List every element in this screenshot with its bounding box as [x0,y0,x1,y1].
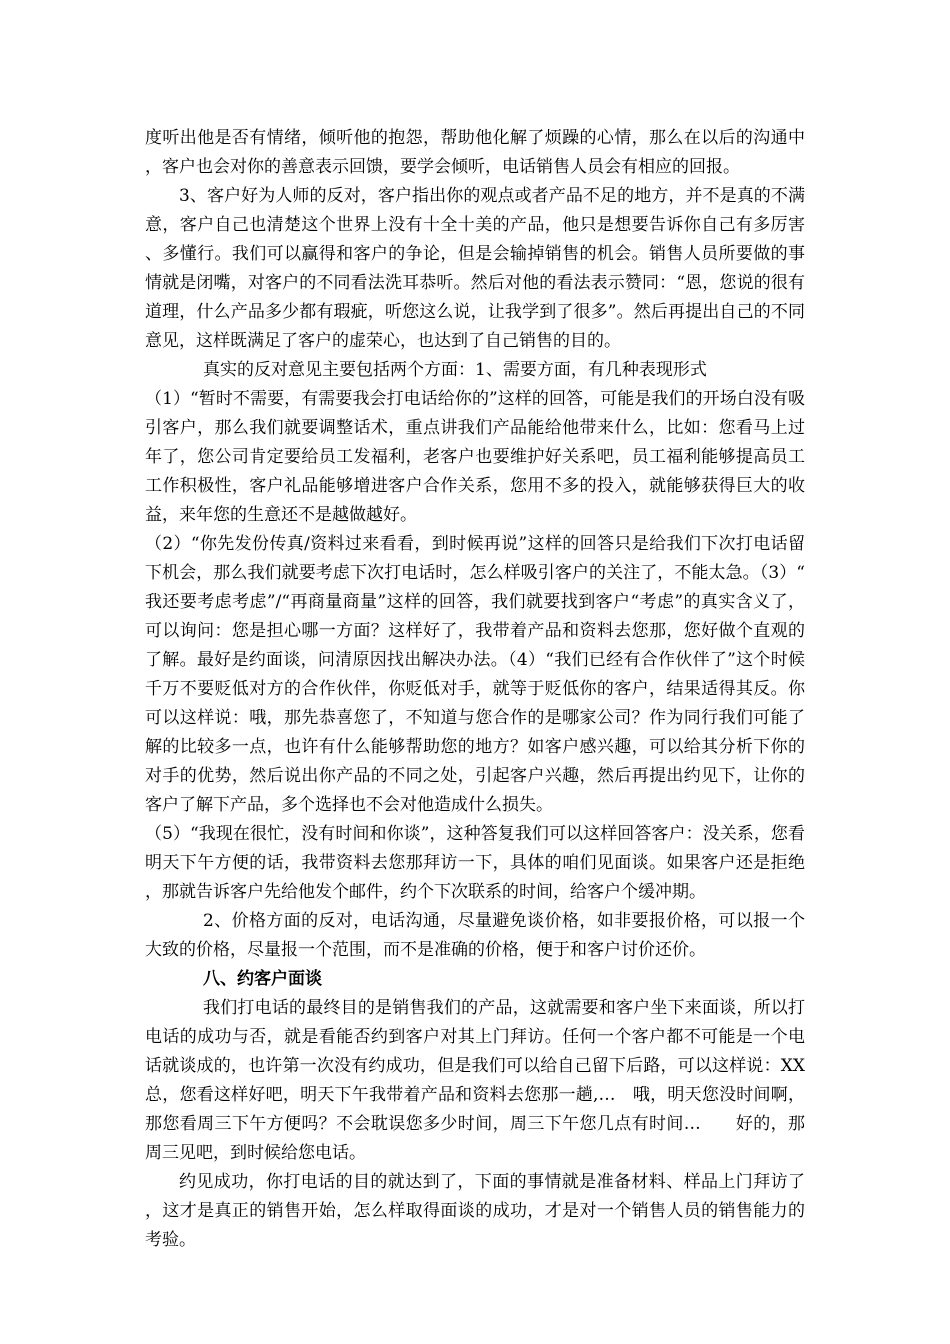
paragraph-appointment: 我们打电话的最终目的是销售我们的产品，这就需要和客户坐下来面谈，所以打电话的成功与否，就是看能否约到客户对其上门拜访。任何一个客户都不可能是一个电话就谈成的，也许第一次没有约成功，但是我们可以给自己留下后路，可以这样说：XX总，您看这样好吧，明天下午我带着产品和资料去您那一趟,… 哦，明天您没时间啊，那您看周三下午方便吗？不会耽误您多少时间，周三下午您几点有时间… 好的，那周三见吧，到时候给您电话。 [145,998,805,1163]
paragraph-need-case-1: （1）“暂时不需要，有需要我会打电话给你的”这样的回答，可能是我们的开场白没有吸引客户，那么我们就要调整话术，重点讲我们产品能给他带来什么，比如：您看马上过年了，您公司肯定要给员工发福利，老客户也要维护好关系吧，员工福利能够提高员工工作积极性，客户礼品能够增进客户合作关系，您用不多的投入，就能够获得巨大的收益，来年您的生意还不是越做越好。 [145,389,805,525]
paragraph-need-case-5: （5）“我现在很忙，没有时间和你谈”，这种答复我们可以这样回答客户：没关系，您看明天下午方便的话，我带资料去您那拜访一下，具体的咱们见面谈。如果客户还是拒绝，那就告诉客户先给他发个邮件，约个下次联系的时间，给客户个缓冲期。 [145,824,805,902]
paragraph-price-objection: 2、价格方面的反对，电话沟通，尽量避免谈价格，如非要报价格，可以报一个大致的价格，尽量报一个范围，而不是准确的价格，便于和客户讨价还价。 [145,911,805,960]
paragraph-listening-continued: 度听出他是否有情绪，倾听他的抱怨，帮助他化解了烦躁的心情，那么在以后的沟通中，客户也会对你的善意表示回馈，要学会倾听，电话销售人员会有相应的回报。 [145,128,805,177]
document-body [145,124,805,1255]
paragraph-real-objections-intro: 真实的反对意见主要包括两个方面：1、需要方面，有几种表现形式 [203,360,707,380]
paragraph-appointment-success: 约见成功，你打电话的目的就达到了，下面的事情就是准备材料、样品上门拜访了，这才是真正的销售开始，怎么样取得面谈的成功，才是对一个销售人员的销售能力的考验。 [145,1172,805,1250]
section-heading-8: 八、约客户面谈 [203,969,322,989]
paragraph-objection-3: 3、客户好为人师的反对，客户指出你的观点或者产品不足的地方，并不是真的不满意，客户自己也清楚这个世界上没有十全十美的产品，他只是想要告诉你自己有多厉害、多懂行。我们可以赢得和客户的争论，但是会输掉销售的机会。销售人员所要做的事情就是闭嘴，对客户的不同看法洗耳恭听。然后对他的看法表示赞同：“恩，您说的很有道理，什么产品多少都有瑕疵，听您这么说，让我学到了很多”。然后再提出自己的不同意见，这样既满足了客户的虚荣心，也达到了自己销售的目的。 [145,186,805,351]
paragraph-need-cases-2-4: （2）“你先发份传真/资料过来看看，到时候再说”这样的回答只是给我们下次打电话留下机会，那么我们就要考虑下次打电话时，怎么样吸引客户的关注了，不能太急。（3）“我还要考虑考虑”/“再商量商量”这样的回答，我们就要找到客户“考虑”的真实含义了，可以询问：您是担心哪一方面？这样好了，我带着产品和资料去您那，您好做个直观的了解。最好是约面谈，问清原因找出解决办法。（4）“我们已经有合作伙伴了”这个时候千万不要贬低对方的合作伙伴，你贬低对手，就等于贬低你的客户，结果适得其反。你可以这样说：哦，那先恭喜您了，不知道与您合作的是哪家公司？作为同行我们可能了解的比较多一点，也许有什么能够帮助您的地方？如客户感兴趣，可以给其分析下你的对手的优势，然后说出你产品的不同之处，引起客户兴趣，然后再提出约见下，让你的客户了解下产品，多个选择也不会对他造成什么损失。 [145,534,805,815]
